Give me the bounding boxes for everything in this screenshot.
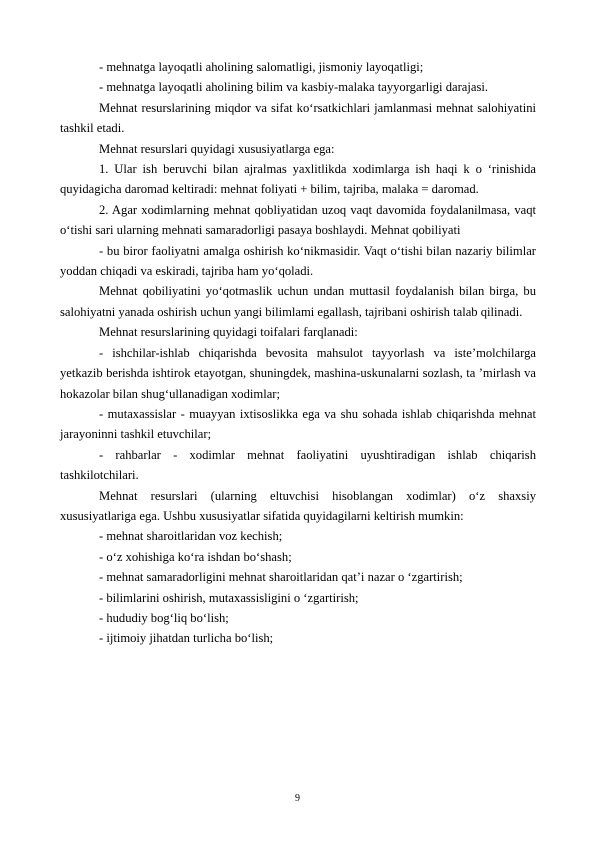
paragraph: - mutaxassislar - muayyan ixtisoslikka ega va shu sohada ishlab chiqarishda mehnat jarayoninni tashkil etuvchilar; <box>60 406 536 442</box>
paragraph: - mehnat samaradorligini mehnat sharoitlaridan qat’i nazar o ‘zgartirish; <box>99 570 463 585</box>
paragraph: - ishchilar-ishlab chiqarishda bevosita mahsulot tayyorlash va iste’molchilarga yetkazib berishda ishtirok etayotgan, shuningdek, mashina-uskunalarni sozlash, ta ’mirlash va hokazolar bilan shug‘ullanadigan xodimlar; <box>60 345 536 401</box>
paragraph: - mehnatga layoqatli aholining salomatligi, jismoniy layoqatligi; <box>99 60 424 74</box>
paragraph: - rahbarlar - xodimlar mehnat faoliyatini uyushtiradigan ishlab chiqarish tashkilotchilari. <box>60 447 536 483</box>
paragraph: - bilimlarini oshirish, mutaxassisligini o ‘zgartirish; <box>99 590 359 605</box>
paragraph: 2. Agar xodimlarning mehnat qobliyatidan uzoq vaqt davomida foydalanilmasa, vaqt o‘tishi sari ularning mehnati samaradorligi pasaya boshlaydi. Mehnat qobiliyati <box>60 202 536 238</box>
paragraph: 1. Ular ish beruvchi bilan ajralmas yaxlitlikda xodimlarga ish haqi k o ‘rinishida quyidagicha daromad keltiradi: mehnat foliyati + bilim, tajriba, malaka = daromad. <box>60 162 536 197</box>
paragraph: Mehnat resurslari (ularning eltuvchisi hisoblangan xodimlar) o‘z shaxsiy xususiyatlariga ega. Ushbu xususiyatlar sifatida quyidagilarni keltirish mumkin: <box>60 488 536 523</box>
paragraph: Mehnat resurslari quyidagi xususiyatlarga ega: <box>99 141 335 156</box>
paragraph: - hududiy bog‘liq bo‘lish; <box>99 610 229 625</box>
paragraph: - mehnatga layoqatli aholining bilim va kasbiy-malaka tayyorgarligi darajasi. <box>99 80 489 95</box>
document-body <box>60 57 536 649</box>
paragraph: Mehnat resurslarining quyidagi toifalari farqlanadi: <box>99 325 358 340</box>
paragraph: - o‘z xohishiga ko‘ra ishdan bo‘shash; <box>99 549 292 564</box>
paragraph: Mehnat resurslarining miqdor va sifat ko‘rsatkichlari jamlanmasi mehnat salohiyatini tashkil etadi. <box>60 100 536 136</box>
paragraph: Mehnat qobiliyatini yo‘qotmaslik uchun undan muttasil foydalanish bilan birga, bu salohiyatni yanada oshirish uchun yangi bilimlami egallash, tajribani oshirish talab qilinadi. <box>60 284 536 319</box>
paragraph: - bu biror faoliyatni amalga oshirish ko‘nikmasidir. Vaqt o‘tishi bilan nazariy bilimlar yoddan chiqadi va eskiradi, tajriba ham yo‘qoladi. <box>60 243 536 279</box>
page-number: 9 <box>295 793 300 804</box>
paragraph: - ijtimoiy jihatdan turlicha bo‘lish; <box>99 631 274 646</box>
paragraph: - mehnat sharoitlaridan voz kechish; <box>99 529 283 544</box>
